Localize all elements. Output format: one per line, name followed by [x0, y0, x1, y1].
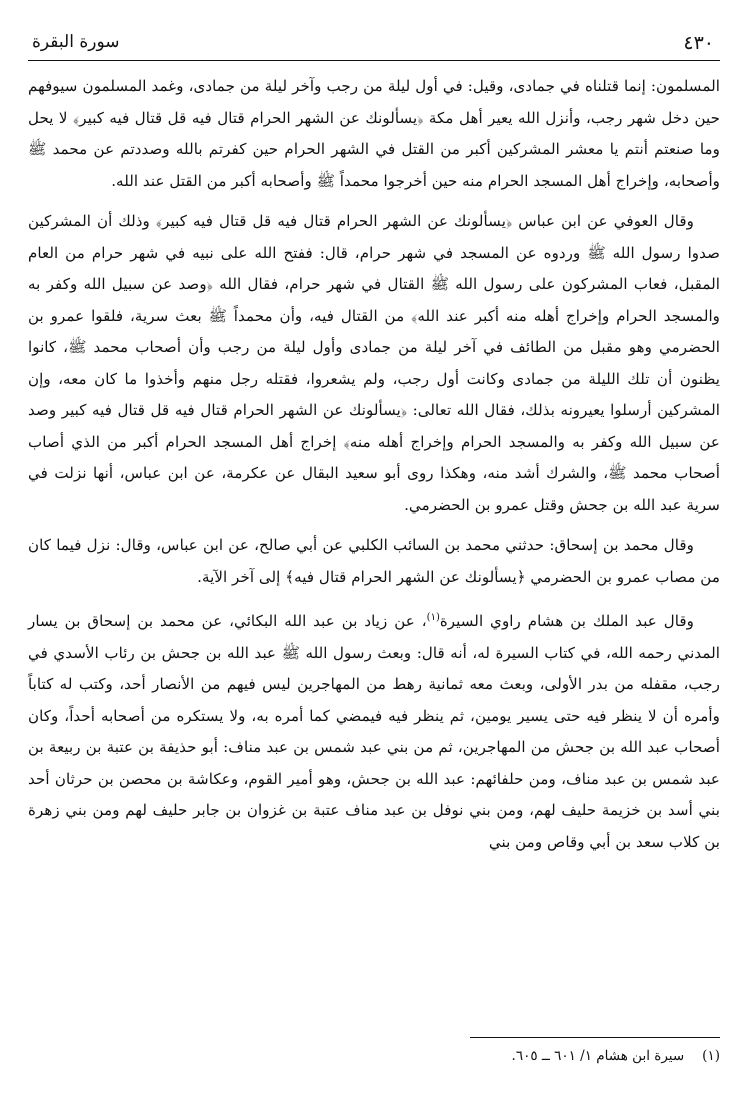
paragraph-ibn-hisham-rest: ، عن زياد بن عبد الله البكائي، عن محمد بن إسحاق بن يسار المدني رحمه الله، في كتاب السيرة له، أنه قال: وبعث رسول الله ﷺ عبد الله بن جحش بن رئاب الأسدي في رجب، مقفله من بدر الأولى، وبعث معه ثمانية رهط من المهاجرين ليس فيهم من الأنصار أحد، وكتب له كتاباً وأمره أن لا ينظر فيه حتى يسير يومين، ثم ينظر فيه فيمضي كما أمره به، ولا يستكره من أصحابه أحداً، وكان أصحاب عبد الله بن جحش من المهاجرين، ثم من بني عبد شمس بن عبد مناف: أبو حذيفة بن عتبة بن ربيعة بن عبد شمس بن عبد مناف، ومن حلفائهم: عبد الله بن جحش، وهو أمير القوم، وعكاشة بن محصن بن حرثان أحد بني أسد بن خزيمة حليف لهم، ومن بني نوفل بن عبد مناف عتبة بن غزوان بن جابر حليف لهم ومن بني زهرة بن كلاب سعد بن أبي وقاص ومن بني	[28, 612, 720, 851]
paragraph-ibn-hisham	[28, 602, 720, 858]
page-header	[28, 30, 720, 61]
paragraph-ibn-hisham-start: وقال عبد الملك بن هشام راوي السيرة	[439, 612, 695, 631]
surah-name: سورة البقرة	[32, 32, 120, 52]
paragraph-awfi: وقال العوفي عن ابن عباس ﴿يسألونك عن الشهر الحرام قتال فيه قل قتال فيه كبير﴾ وذلك أن المشركين صدوا رسول الله ﷺ وردوه عن المسجد في شهر حرام، قال: ففتح الله على نبيه في شهر حرام من العام المقبل، فعاب المشركون على رسول الله ﷺ القتال في شهر حرام، فقال الله ﴿وصد عن سبيل الله وكفر به والمسجد الحرام وإخراج أهله منه أكبر عند الله﴾ من القتال فيه، وأن محمداً ﷺ بعث سرية، فلقوا عمرو بن الحضرمي وهو مقبل من الطائف في آخر ليلة من جمادى وأول ليلة من رجب وأن أصحاب محمد ﷺ، كانوا يظنون أن تلك الليلة من جمادى وكانت أول رجب، ولم يشعروا، فقتله رجل منهم وأخذوا ما كان معه، وإن المشركين أرسلوا يعيرونه بذلك، فقال الله تعالى: ﴿يسألونك عن الشهر الحرام قتال فيه قل قتال فيه كبير وصد عن سبيل الله وكفر به والمسجد الحرام وإخراج أهله منه﴾ إخراج أهل المسجد الحرام أكبر من الذي أصاب أصحاب محمد ﷺ، والشرك أشد منه، وهكذا روى أبو سعيد البقال عن عكرمة، عن ابن عباس، أنها نزلت في سرية عبد الله بن جحش وقتل عمرو بن الحضرمي.	[28, 212, 720, 514]
page-number: ٤٣٠	[683, 32, 714, 54]
footnote-marker: (١)	[702, 1048, 720, 1064]
book-page	[28, 30, 720, 1070]
footnote-reference: (١)	[426, 612, 440, 623]
footnote	[512, 1046, 720, 1066]
paragraph-ibn-ishaq: وقال محمد بن إسحاق: حدثني محمد بن السائب الكلبي عن أبي صالح، عن ابن عباس، وقال: نزل فيما كان من مصاب عمرو بن الحضرمي ﴿يسألونك عن الشهر الحرام قتال فيه﴾ إلى آخر الآية.	[28, 536, 720, 586]
footnote-text: سيرة ابن هشام ١/ ٦٠١ ــ ٦٠٥.	[511, 1048, 685, 1064]
main-text	[28, 71, 720, 858]
paragraph-continuation: المسلمون: إنما قتلناه في جمادى، وقيل: في أول ليلة من رجب وآخر ليلة من جمادى، وغمد المسلمون سيوفهم حين دخل شهر رجب، وأنزل الله يعير أهل مكة ﴿يسألونك عن الشهر الحرام قتال فيه قل قتال فيه كبير﴾ لا يحل وما صنعتم أنتم يا معشر المشركين أكبر من القتل في الشهر الحرام حين كفرتم بالله وصددتم عن محمد ﷺ وأصحابه، وإخراج أهل المسجد الحرام منه حين أخرجوا محمداً ﷺ وأصحابه أكبر من القتل عند الله.	[28, 77, 720, 190]
footnote-separator	[470, 1037, 720, 1038]
